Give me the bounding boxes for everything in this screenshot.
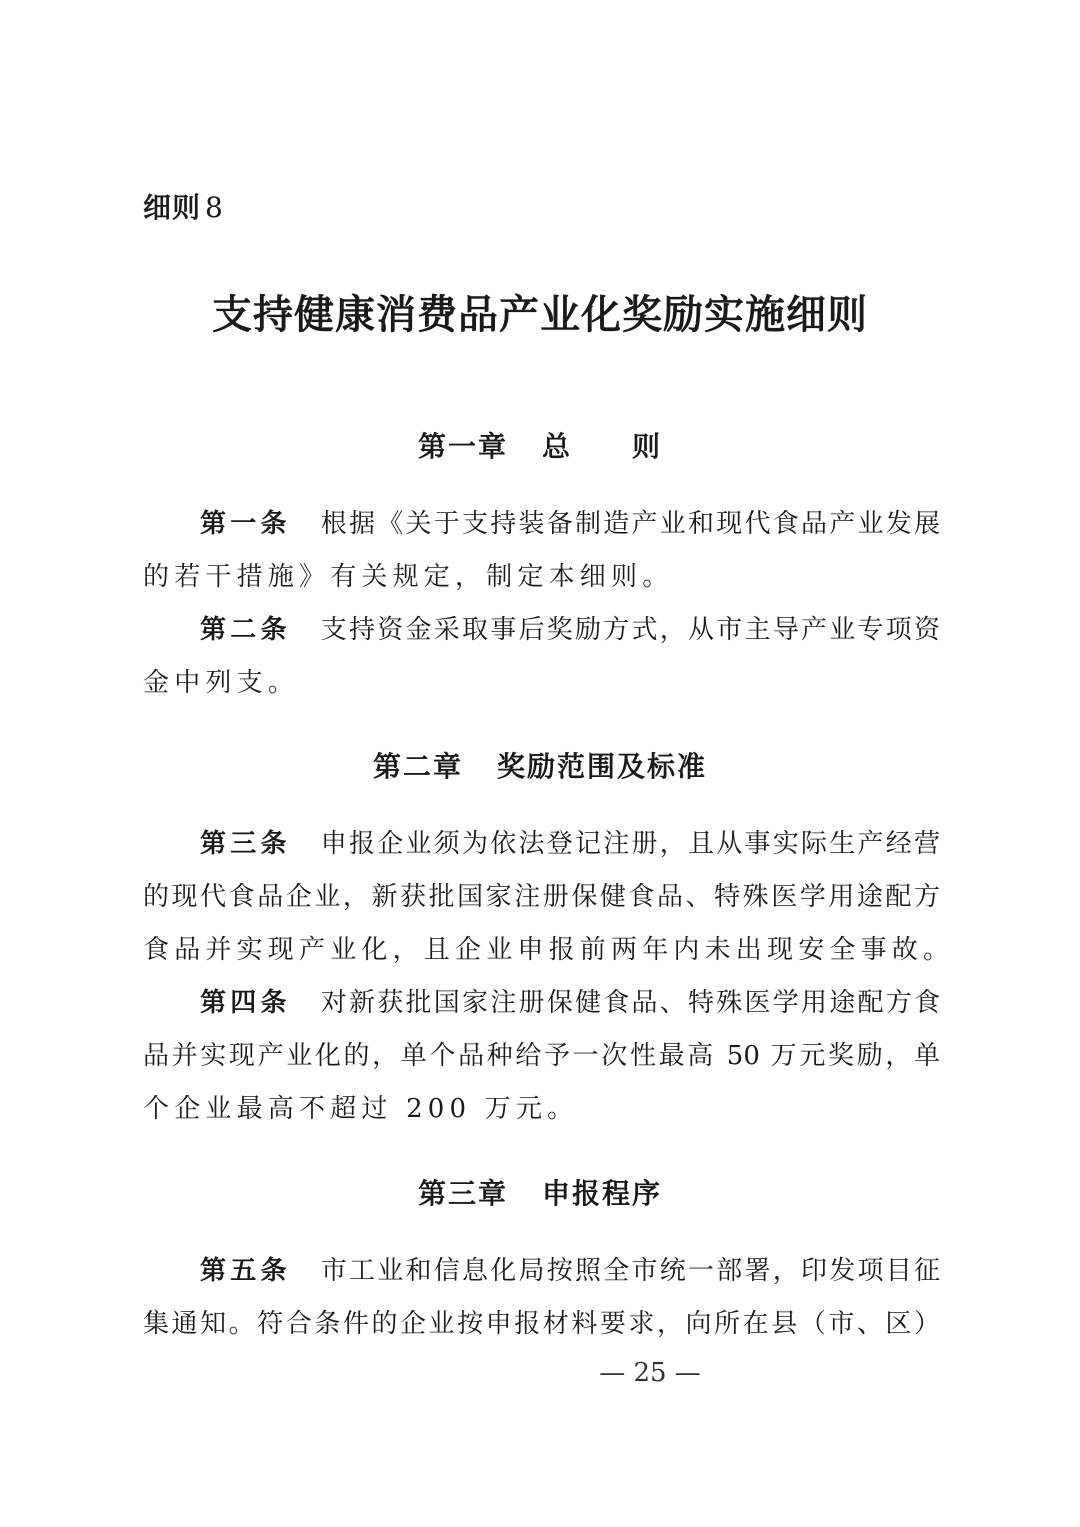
article-line [143,825,940,863]
article-text: 食品并实现产业化，且企业申报前两年内未出现安全事故。 [143,935,955,965]
article-text: 的现代食品企业，新获批国家注册保健食品、特殊医学用途配方 [143,882,940,912]
article-line [143,1037,940,1075]
article-text: 市工业和信息化局按照全市统一部署，印发项目征 [320,1256,940,1286]
article-line [143,1090,940,1128]
chapter-heading [0,1172,1080,1212]
tag-label: 细则 [143,191,202,224]
article-line [143,505,940,543]
article-label: 第五条 [200,1256,291,1286]
article-line [143,931,955,969]
article-line [143,878,940,916]
chapter-number: 第二章 [372,750,463,783]
article-label: 第三条 [200,829,291,859]
article-text: 集通知。符合条件的企业按申报材料要求，向所在县（市、区） [143,1309,940,1339]
chapter-name: 申报程序 [542,1177,663,1210]
article-text: 金中列支。 [143,668,300,698]
tag-number: 8 [205,191,224,224]
article-line [143,611,940,649]
article-text: 对新获批国家注册保健食品、特殊医学用途配方食 [320,988,940,1018]
article-line [143,1252,940,1290]
article-text: 的若干措施》有关规定，制定本细则。 [143,562,674,592]
document-tag [143,186,224,226]
article-text: 个企业最高不超过 200 万元。 [143,1094,579,1124]
article-label: 第四条 [200,988,291,1018]
chapter-number: 第一章 [417,430,508,463]
chapter-heading [0,425,1080,465]
chapter-number: 第三章 [417,1177,508,1210]
article-line [143,984,940,1022]
article-label: 第一条 [200,509,291,539]
chapter-name: 总 则 [542,430,663,463]
article-text: 申报企业须为依法登记注册，且从事实际生产经营 [320,829,940,859]
article-text: 根据《关于支持装备制造产业和现代食品产业发展 [320,509,940,539]
article-line [143,664,940,702]
article-line [143,1305,940,1343]
article-label: 第二条 [200,615,291,645]
article-line [143,558,940,596]
document-title: 支持健康消费品产业化奖励实施细则 [212,291,868,338]
page-number: — 25 — [599,1358,701,1388]
article-text: 品并实现产业化的，单个品种给予一次性最高 50 万元奖励，单 [143,1041,940,1071]
article-text: 支持资金采取事后奖励方式，从市主导产业专项资 [320,615,940,645]
chapter-heading [0,745,1080,785]
chapter-name: 奖励范围及标准 [497,750,708,783]
